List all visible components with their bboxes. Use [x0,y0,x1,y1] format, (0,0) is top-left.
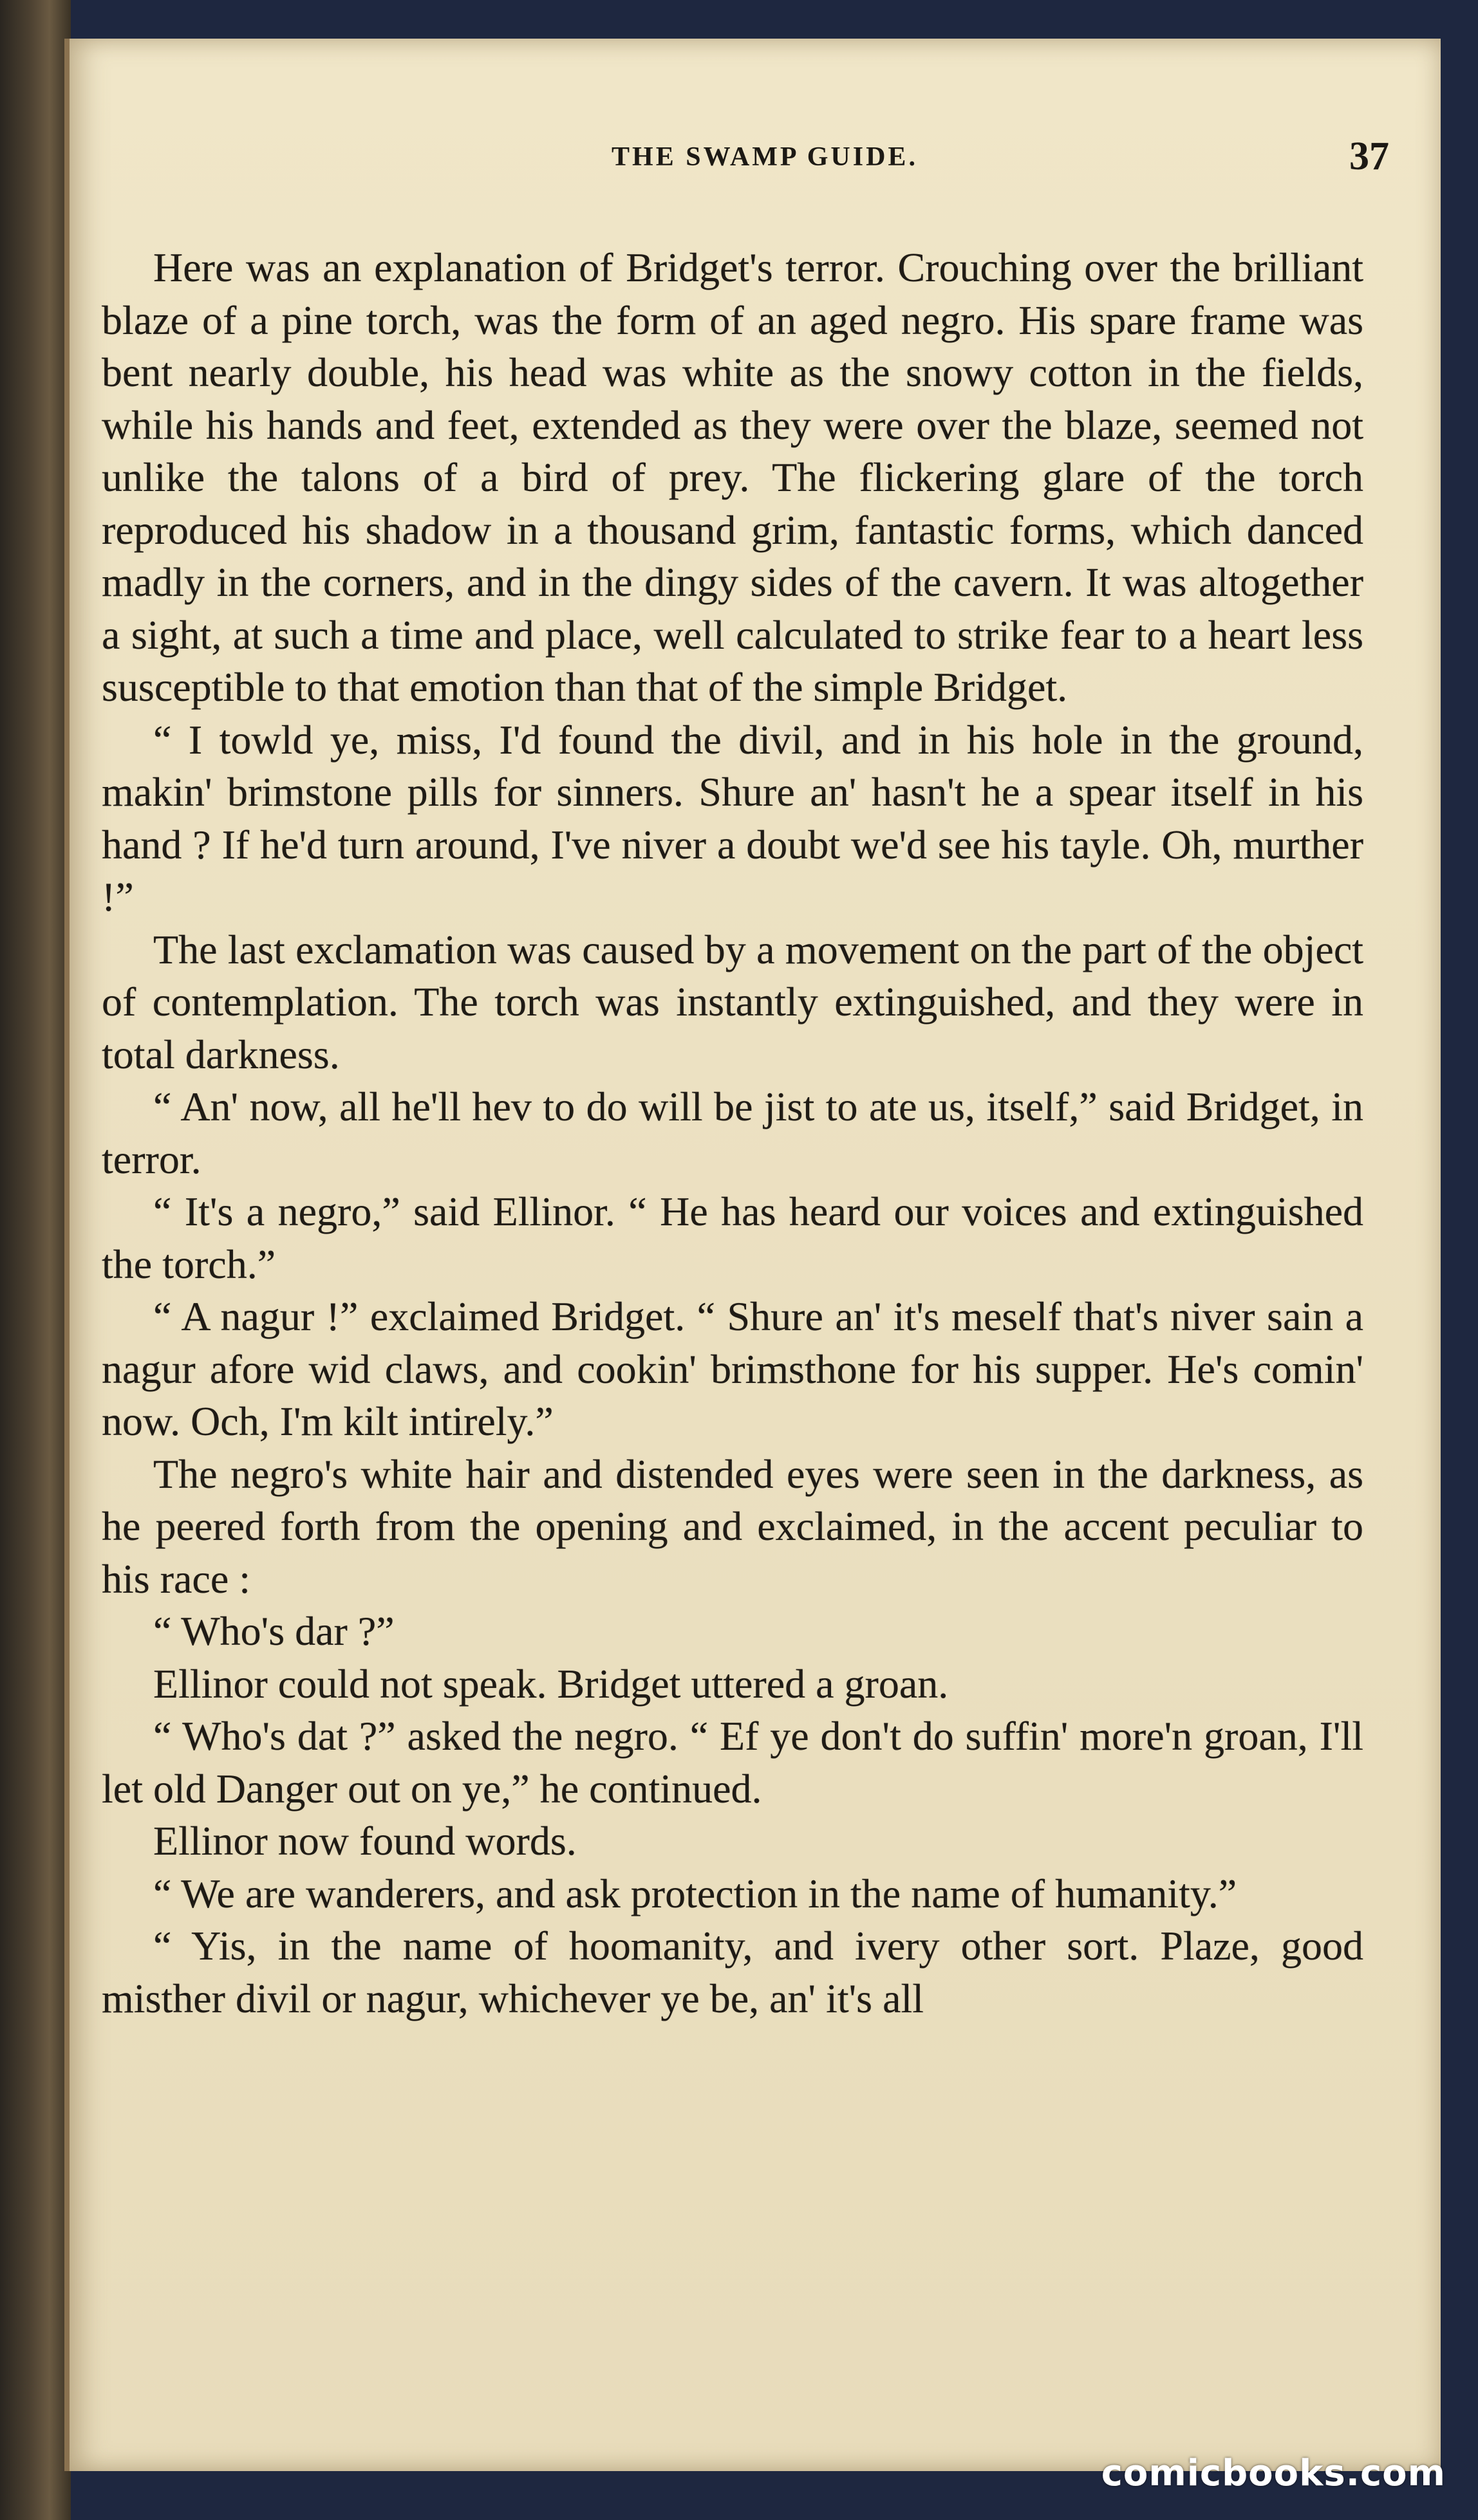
paragraph: “ A nagur !” exclaimed Bridget. “ Shure an' it's meself that's niver sain a nagur afore wid claws, and cookin' brimsthone for his supper. He's comin' now. Och, I'm kilt intirely.” [102,1293,1363,1444]
paragraph: The negro's white hair and distended eyes were seen in the darkness, as he peered forth from the opening and exclaimed, in the accent peculiar to his race : [102,1450,1363,1602]
page-number: 37 [1349,134,1389,178]
paragraph: “ I towld ye, miss, I'd found the divil, and in his hole in the ground, makin' brimstone pills for sinners. Shure an' hasn't he a spear itself in his hand ? If he'd turn around, I've niver a doubt we'd see his tayle. Oh, murther !” [102,716,1363,920]
paragraph: The last exclamation was caused by a movement on the part of the object of contemplation. The torch was instantly extinguished, and they were in total darkness. [102,926,1363,1077]
body-text [102,241,1363,2024]
paragraph: Ellinor now found words. [153,1818,577,1864]
paragraph: Here was an explanation of Bridget's terror. Crouching over the brilliant blaze of a pine torch, was the form of an aged negro. His spare frame was bent nearly double, his head was white as the snowy cotton in the fields, while his hands and feet, extended as they were over the blaze, seemed not unlike the talons of a bird of prey. The flickering glare of the torch reproduced his shadow in a thousand grim, fantastic forms, which danced madly in the corners, and in the dingy sides of the cavern. It was altogether a sight, at such a time and place, well calculated to strike fear to a heart less susceptible to that emotion than that of the simple Bridget. [102,245,1363,710]
running-head [140,109,1389,178]
paragraph: “ Yis, in the name of hoomanity, and ivery other sort. Plaze, good misther divil or nagur, whichever ye be, an' it's all [102,1923,1363,2021]
paragraph: “ Who's dat ?” asked the negro. “ Ef ye don't do suffin' more'n groan, I'll let old Danger out on ye,” he continued. [102,1713,1363,1811]
paragraph: “ We are wanderers, and ask protection in the name of humanity.” [153,1870,1237,1916]
watermark: comicbooks.com [1101,2452,1446,2494]
book-cover-spine [0,0,71,2520]
paragraph: “ Who's dar ?” [153,1608,395,1654]
paragraph: “ It's a negro,” said Ellinor. “ He has heard our voices and extinguished the torch.” [102,1189,1363,1287]
paragraph: “ An' now, all he'll hev to do will be jist to ate us, itself,” said Bridget, in terror. [102,1084,1363,1182]
book-page [64,39,1441,2471]
paragraph: Ellinor could not speak. Bridget uttered a groan. [153,1660,949,1707]
running-title: THE SWAMP GUIDE. [612,142,918,172]
